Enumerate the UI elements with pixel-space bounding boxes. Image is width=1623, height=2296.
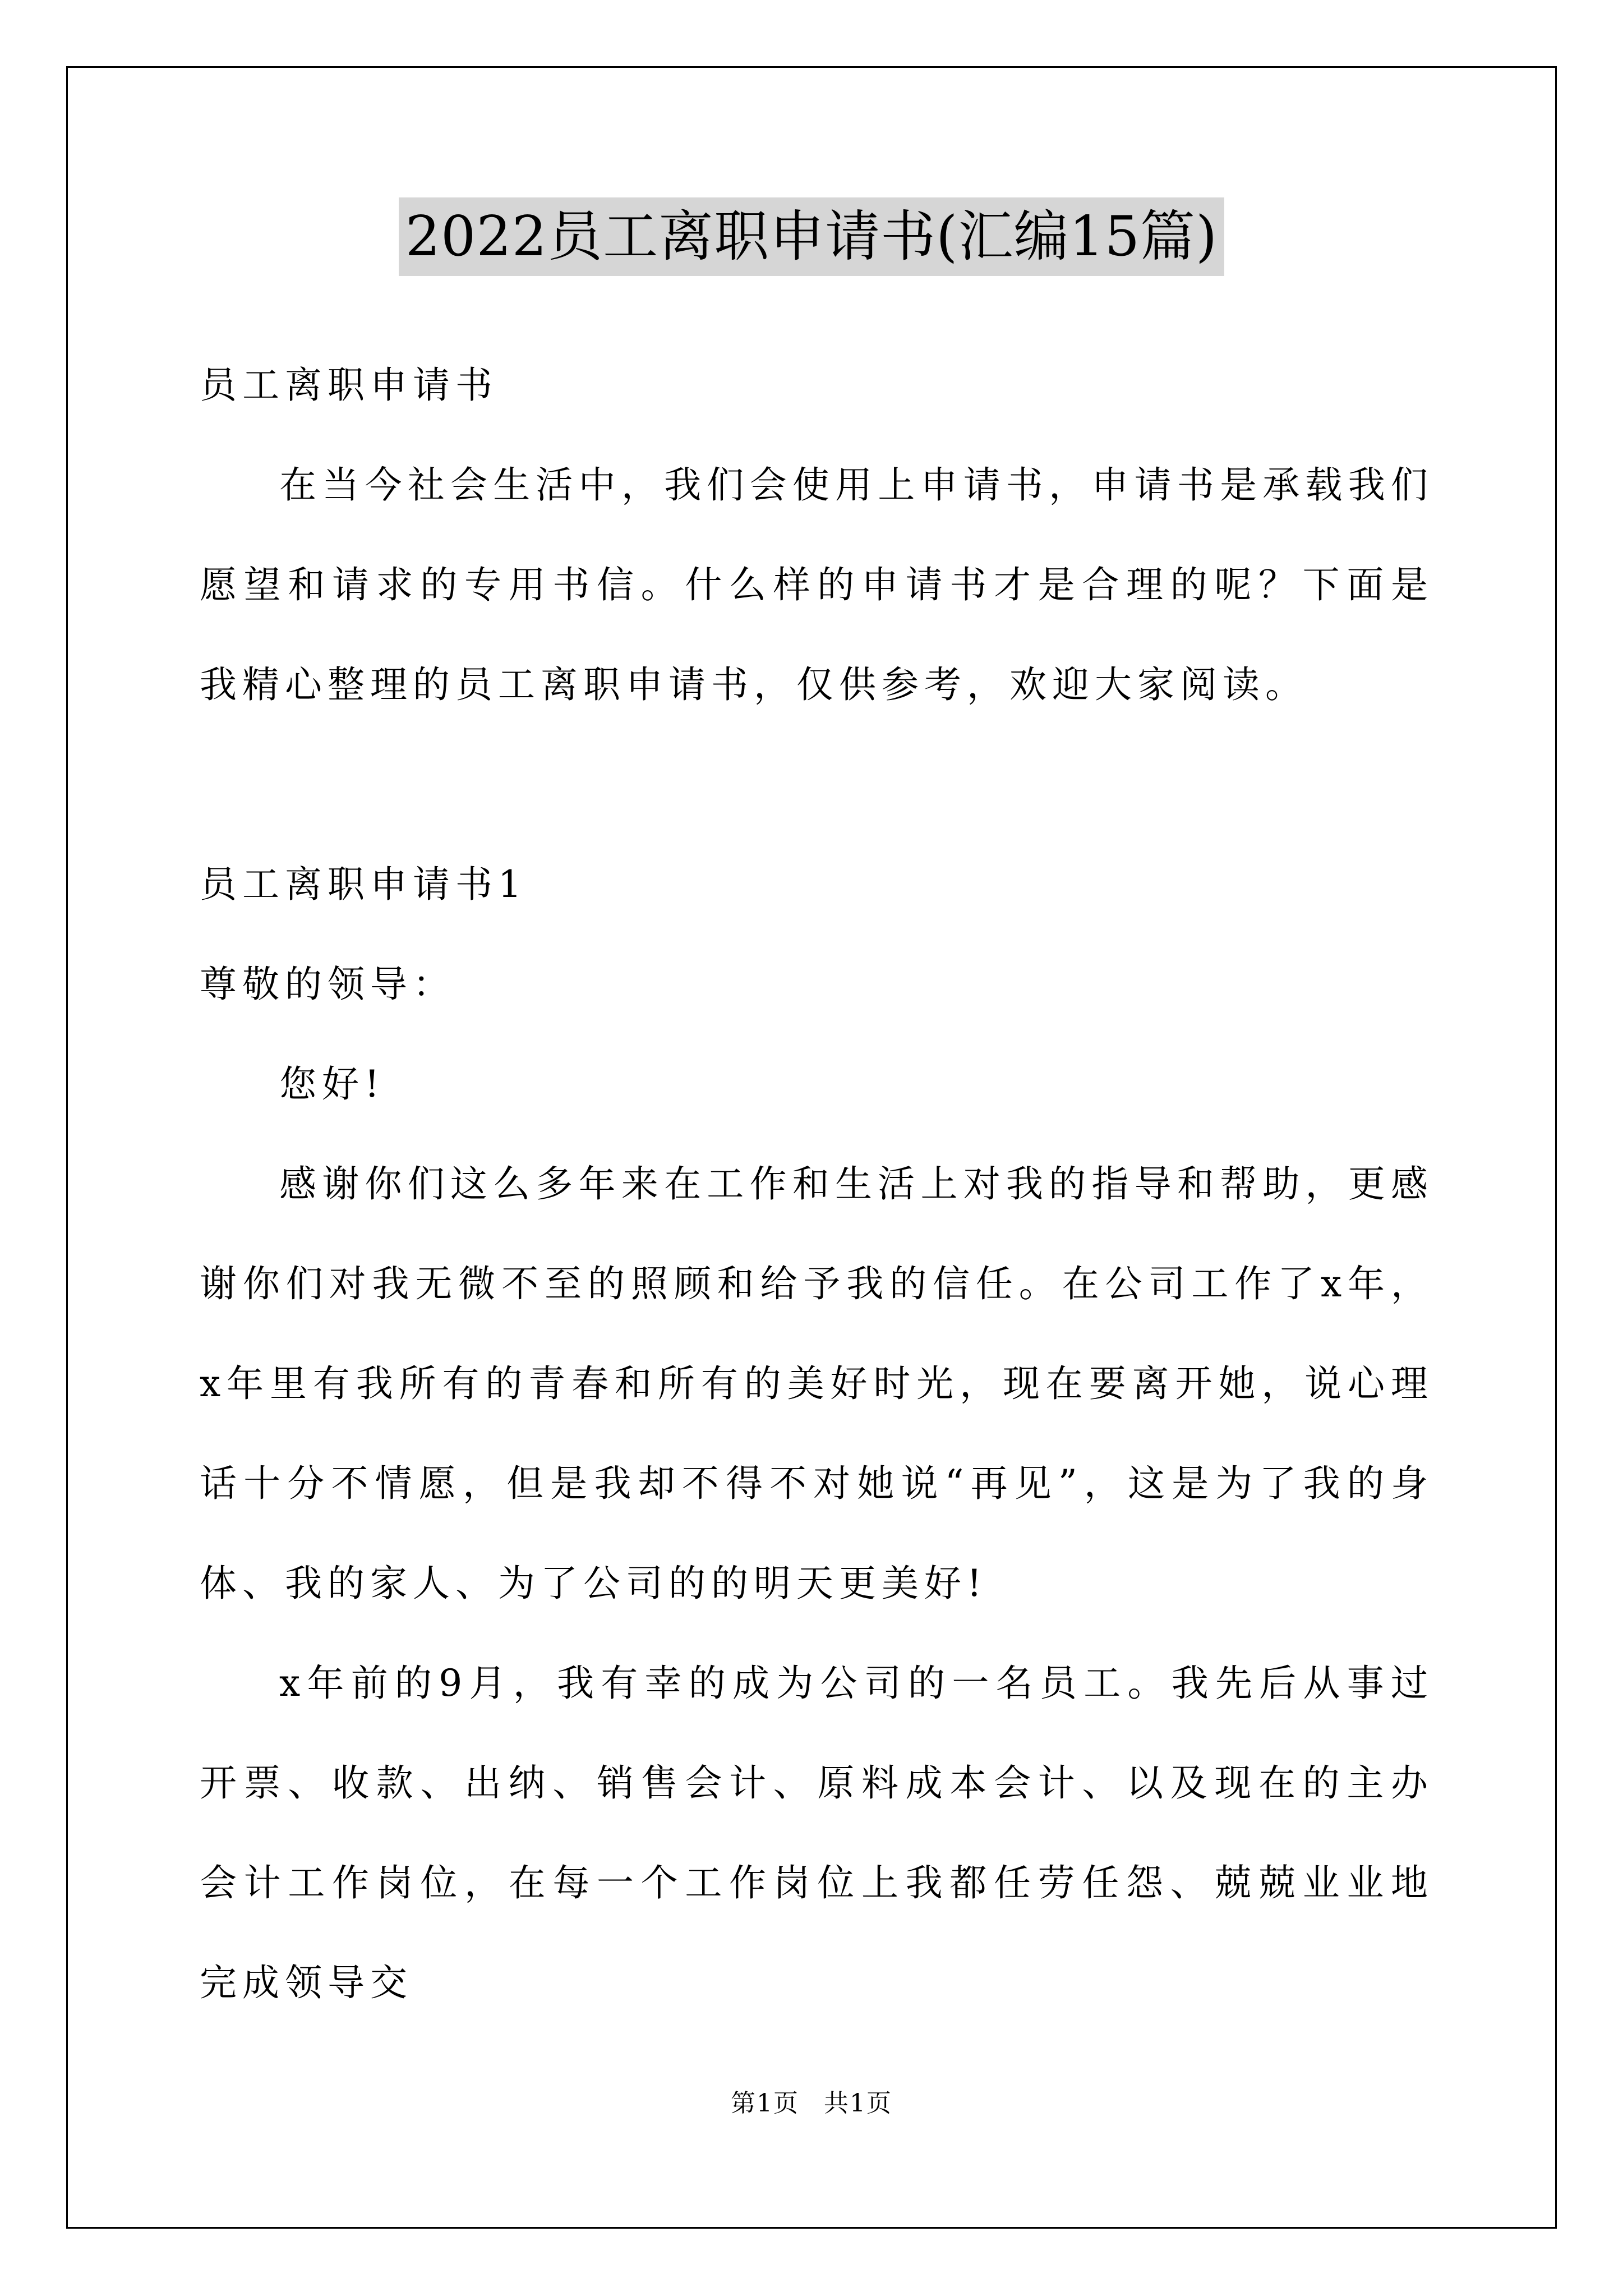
document-body bbox=[200, 335, 1433, 2033]
page-total: 共1页 bbox=[824, 2089, 892, 2118]
section-title: 员工离职申请书1 bbox=[200, 863, 527, 906]
intro-paragraph: 在当今社会生活中，我们会使用上申请书，申请书是承载我们愿望和请求的专用书信。什么样的申请书才是合理的呢？下面是我精心整理的员工离职申请书，仅供参考，欢迎大家阅读。 bbox=[200, 463, 1433, 706]
title-container bbox=[0, 197, 1623, 276]
page-number: 第1页 bbox=[731, 2089, 799, 2118]
page-footer bbox=[0, 2087, 1623, 2120]
document-title: 2022员工离职申请书(汇编15篇) bbox=[399, 197, 1225, 276]
section-heading: 员工离职申请书 bbox=[200, 364, 498, 407]
greeting: 您好! bbox=[279, 1062, 385, 1106]
body-paragraph-2: x年前的9月，我有幸的成为公司的一名员工。我先后从事过开票、收款、出纳、销售会计、原料成本会计、以及现在的主办会计工作岗位，在每一个工作岗位上我都任劳任怨、兢兢业业地完成领导交 bbox=[200, 1662, 1433, 2004]
body-paragraph-1: 感谢你们这么多年来在工作和生活上对我的指导和帮助，更感谢你们对我无微不至的照顾和给予我的信任。在公司工作了x年，x年里有我所有的青春和所有的美好时光，现在要离开她，说心理话十分不情愿，但是我却不得不对她说“再见”，这是为了我的身体、我的家人、为了公司的的明天更美好! bbox=[200, 1162, 1433, 1605]
salutation: 尊敬的领导： bbox=[200, 963, 455, 1006]
